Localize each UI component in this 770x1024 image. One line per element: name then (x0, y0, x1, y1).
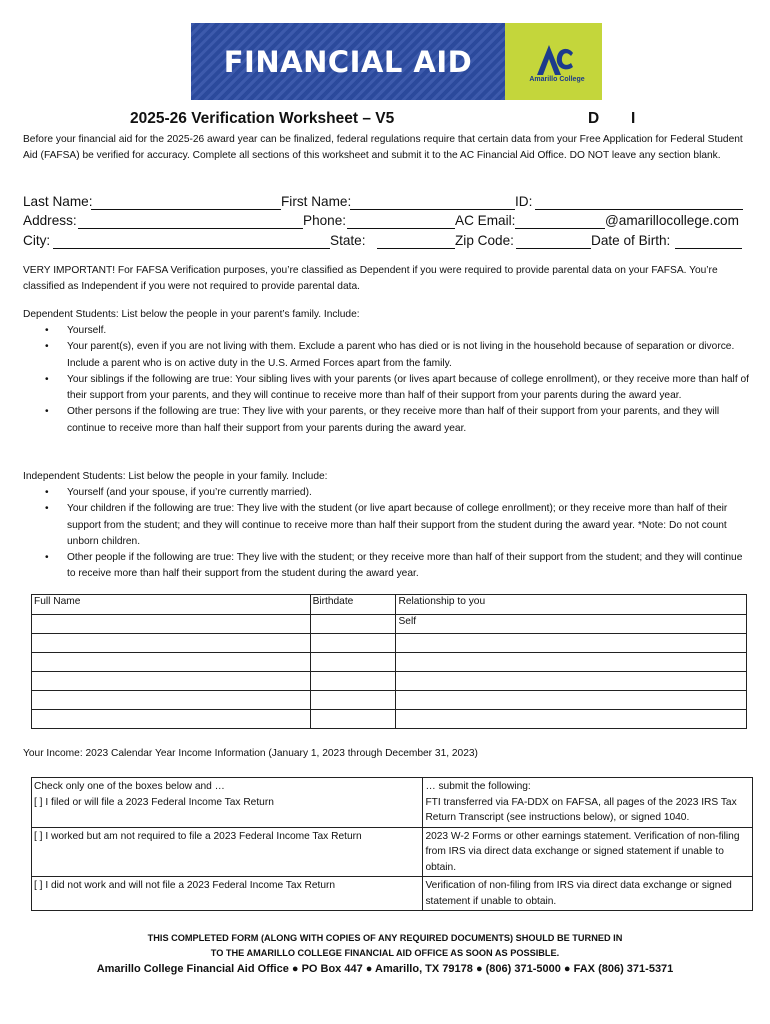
table-row (32, 653, 747, 672)
phone-field[interactable] (347, 228, 455, 229)
table-row (32, 778, 753, 828)
email-domain: @amarillocollege.com (605, 213, 739, 228)
state-field[interactable] (377, 248, 455, 249)
table-row (32, 827, 753, 877)
list-item: • Other persons if the following are true: They live with your parents, or they receive more than half of their support from your parents, and they will continue to receive more than half their support from your parents during the award year. (23, 404, 749, 437)
dependent-heading: Dependent Students: List below the people in your parent’s family. Include: (23, 309, 360, 320)
ac-email-field[interactable] (515, 228, 605, 229)
full-name-cell[interactable] (32, 653, 311, 672)
dob-label: Date of Birth: (591, 233, 671, 248)
independent-list (23, 485, 749, 583)
birthdate-cell[interactable] (310, 672, 396, 691)
intro-paragraph: Before your financial aid for the 2025-26 award year can be finalized, federal regulations require that certain data from your Free Application for Federal Student Aid (FAFSA) be verified for accuracy. Complete all sections of this worksheet and submit it to the AC Financial Aid Office. DO NOT leave any section blank. (23, 134, 743, 162)
income-left-cell (32, 778, 423, 828)
relationship-cell[interactable] (396, 691, 747, 710)
full-name-cell[interactable] (32, 615, 311, 634)
list-item: • Other people if the following are true: They live with the student; or they receive more than half of their support from the student; and they will continue to receive more than half their support from the student during the award year. (23, 550, 749, 583)
table-row (32, 710, 747, 729)
banner-title: FINANCIAL AID (223, 44, 473, 79)
address-field[interactable] (78, 228, 303, 229)
footer-address: Amarillo College Financial Aid Office ● PO Box 447 ● Amarillo, TX 79178 ● (806) 371-5000 ● FAX (806) 371-5371 (96, 963, 674, 975)
did-not-work-requirements: Verification of non-filing from IRS via direct data exchange or signed statement if unable to obtain. (423, 877, 753, 911)
family-table (31, 594, 747, 729)
relationship-cell[interactable]: Self (396, 615, 747, 634)
banner-title-area (191, 23, 505, 100)
dependent-mark: D (588, 110, 600, 127)
birthdate-cell[interactable] (310, 691, 396, 710)
table-row (32, 615, 747, 634)
city-field[interactable] (53, 248, 330, 249)
last-name-label: Last Name: (23, 194, 93, 209)
income-heading: Your Income: 2023 Calendar Year Income Information (January 1, 2023 through December 31, 2023) (23, 748, 478, 759)
income-right-cell (423, 778, 753, 828)
table-row (32, 691, 747, 710)
income-table (31, 777, 753, 911)
last-name-field[interactable] (91, 209, 281, 210)
financial-aid-banner (191, 23, 602, 100)
city-label: City: (23, 233, 51, 248)
header-relationship: Relationship to you (396, 595, 747, 615)
full-name-cell[interactable] (32, 691, 311, 710)
dependent-list (23, 323, 749, 437)
list-item: • Your parent(s), even if you are not living with them. Exclude a parent who has died or is not living in the household because of separation or divorce. Include a parent who is on active duty in the U.S. Armed Forces apart from the family. (23, 339, 749, 372)
birthdate-cell[interactable] (310, 634, 396, 653)
list-item: • Yourself (and your spouse, if you’re currently married). (23, 485, 749, 501)
worked-requirements: 2023 W-2 Forms or other earnings statement. Verification of non-filing from IRS via direct data exchange or signed statement if unable to obtain. (423, 827, 753, 877)
important-note: VERY IMPORTANT! For FAFSA Verification purposes, you’re classified as Dependent if you were required to provide parental data on your FAFSA. You’re classified as Independent if you were not required to provide parental data. (23, 265, 718, 293)
college-logo (505, 23, 602, 100)
list-item: • Your children if the following are true: They live with the student (or live apart because of college enrollment); or they receive more than half of their support from the student; and they will continue to receive more than half their support from the student during the award year. *Note: Do not count unborn children. (23, 501, 749, 550)
relationship-cell[interactable] (396, 653, 747, 672)
state-label: State: (330, 233, 366, 248)
list-item: • Your siblings if the following are true: Your sibling lives with your parents (or lives apart because of college enrollment), or they receive more than half of their support from your parents, and they will continue to receive more than half of their support from your parents during the award year. (23, 372, 749, 405)
footer-line-1: THIS COMPLETED FORM (ALONG WITH COPIES OF ANY REQUIRED DOCUMENTS) SHOULD BE TURNED IN (147, 933, 623, 943)
header-birthdate: Birthdate (310, 595, 396, 615)
college-name: Amarillo College (529, 76, 585, 83)
table-row (32, 877, 753, 911)
phone-label: Phone: (303, 213, 347, 228)
page-title: 2025-26 Verification Worksheet – V5 (130, 110, 395, 127)
did-not-work-option[interactable]: [ ] I did not work and will not file a 2023 Federal Income Tax Return (32, 877, 423, 911)
worked-not-required-option[interactable]: [ ] I worked but am not required to file a 2023 Federal Income Tax Return (32, 827, 423, 877)
zip-label: Zip Code: (455, 233, 514, 248)
table-row (32, 672, 747, 691)
dob-field[interactable] (675, 248, 742, 249)
filed-tax-return-option[interactable]: [ ] I filed or will file a 2023 Federal Income Tax Return (34, 796, 274, 808)
first-name-label: First Name: (281, 194, 352, 209)
footer-notice (0, 931, 770, 960)
relationship-cell[interactable] (396, 710, 747, 729)
birthdate-cell[interactable] (310, 615, 396, 634)
header-full-name: Full Name (32, 595, 311, 615)
full-name-cell[interactable] (32, 672, 311, 691)
filed-requirements: FTI transferred via FA-DDX on FAFSA, all pages of the 2023 IRS Tax Return Transcript (see instructions below), or signed 1040. (425, 796, 737, 823)
table-row (32, 634, 747, 653)
list-item: • Yourself. (23, 323, 749, 339)
footer-line-2: TO THE AMARILLO COLLEGE FINANCIAL AID OFFICE AS SOON AS POSSIBLE. (210, 947, 560, 958)
first-name-field[interactable] (350, 209, 515, 210)
zip-field[interactable] (516, 248, 591, 249)
income-left-header: Check only one of the boxes below and … (34, 781, 225, 792)
relationship-cell[interactable] (396, 634, 747, 653)
id-label: ID: (515, 194, 533, 209)
independent-heading: Independent Students: List below the people in your family. Include: (23, 471, 328, 482)
id-field[interactable] (535, 209, 743, 210)
ac-email-label: AC Email: (455, 213, 516, 228)
ac-logo-icon (535, 41, 575, 77)
full-name-cell[interactable] (32, 634, 311, 653)
birthdate-cell[interactable] (310, 710, 396, 729)
independent-mark: I (631, 110, 636, 127)
birthdate-cell[interactable] (310, 653, 396, 672)
relationship-cell[interactable] (396, 672, 747, 691)
income-right-header: … submit the following: (425, 781, 531, 792)
table-row (32, 595, 747, 615)
full-name-cell[interactable] (32, 710, 311, 729)
address-label: Address: (23, 213, 77, 228)
